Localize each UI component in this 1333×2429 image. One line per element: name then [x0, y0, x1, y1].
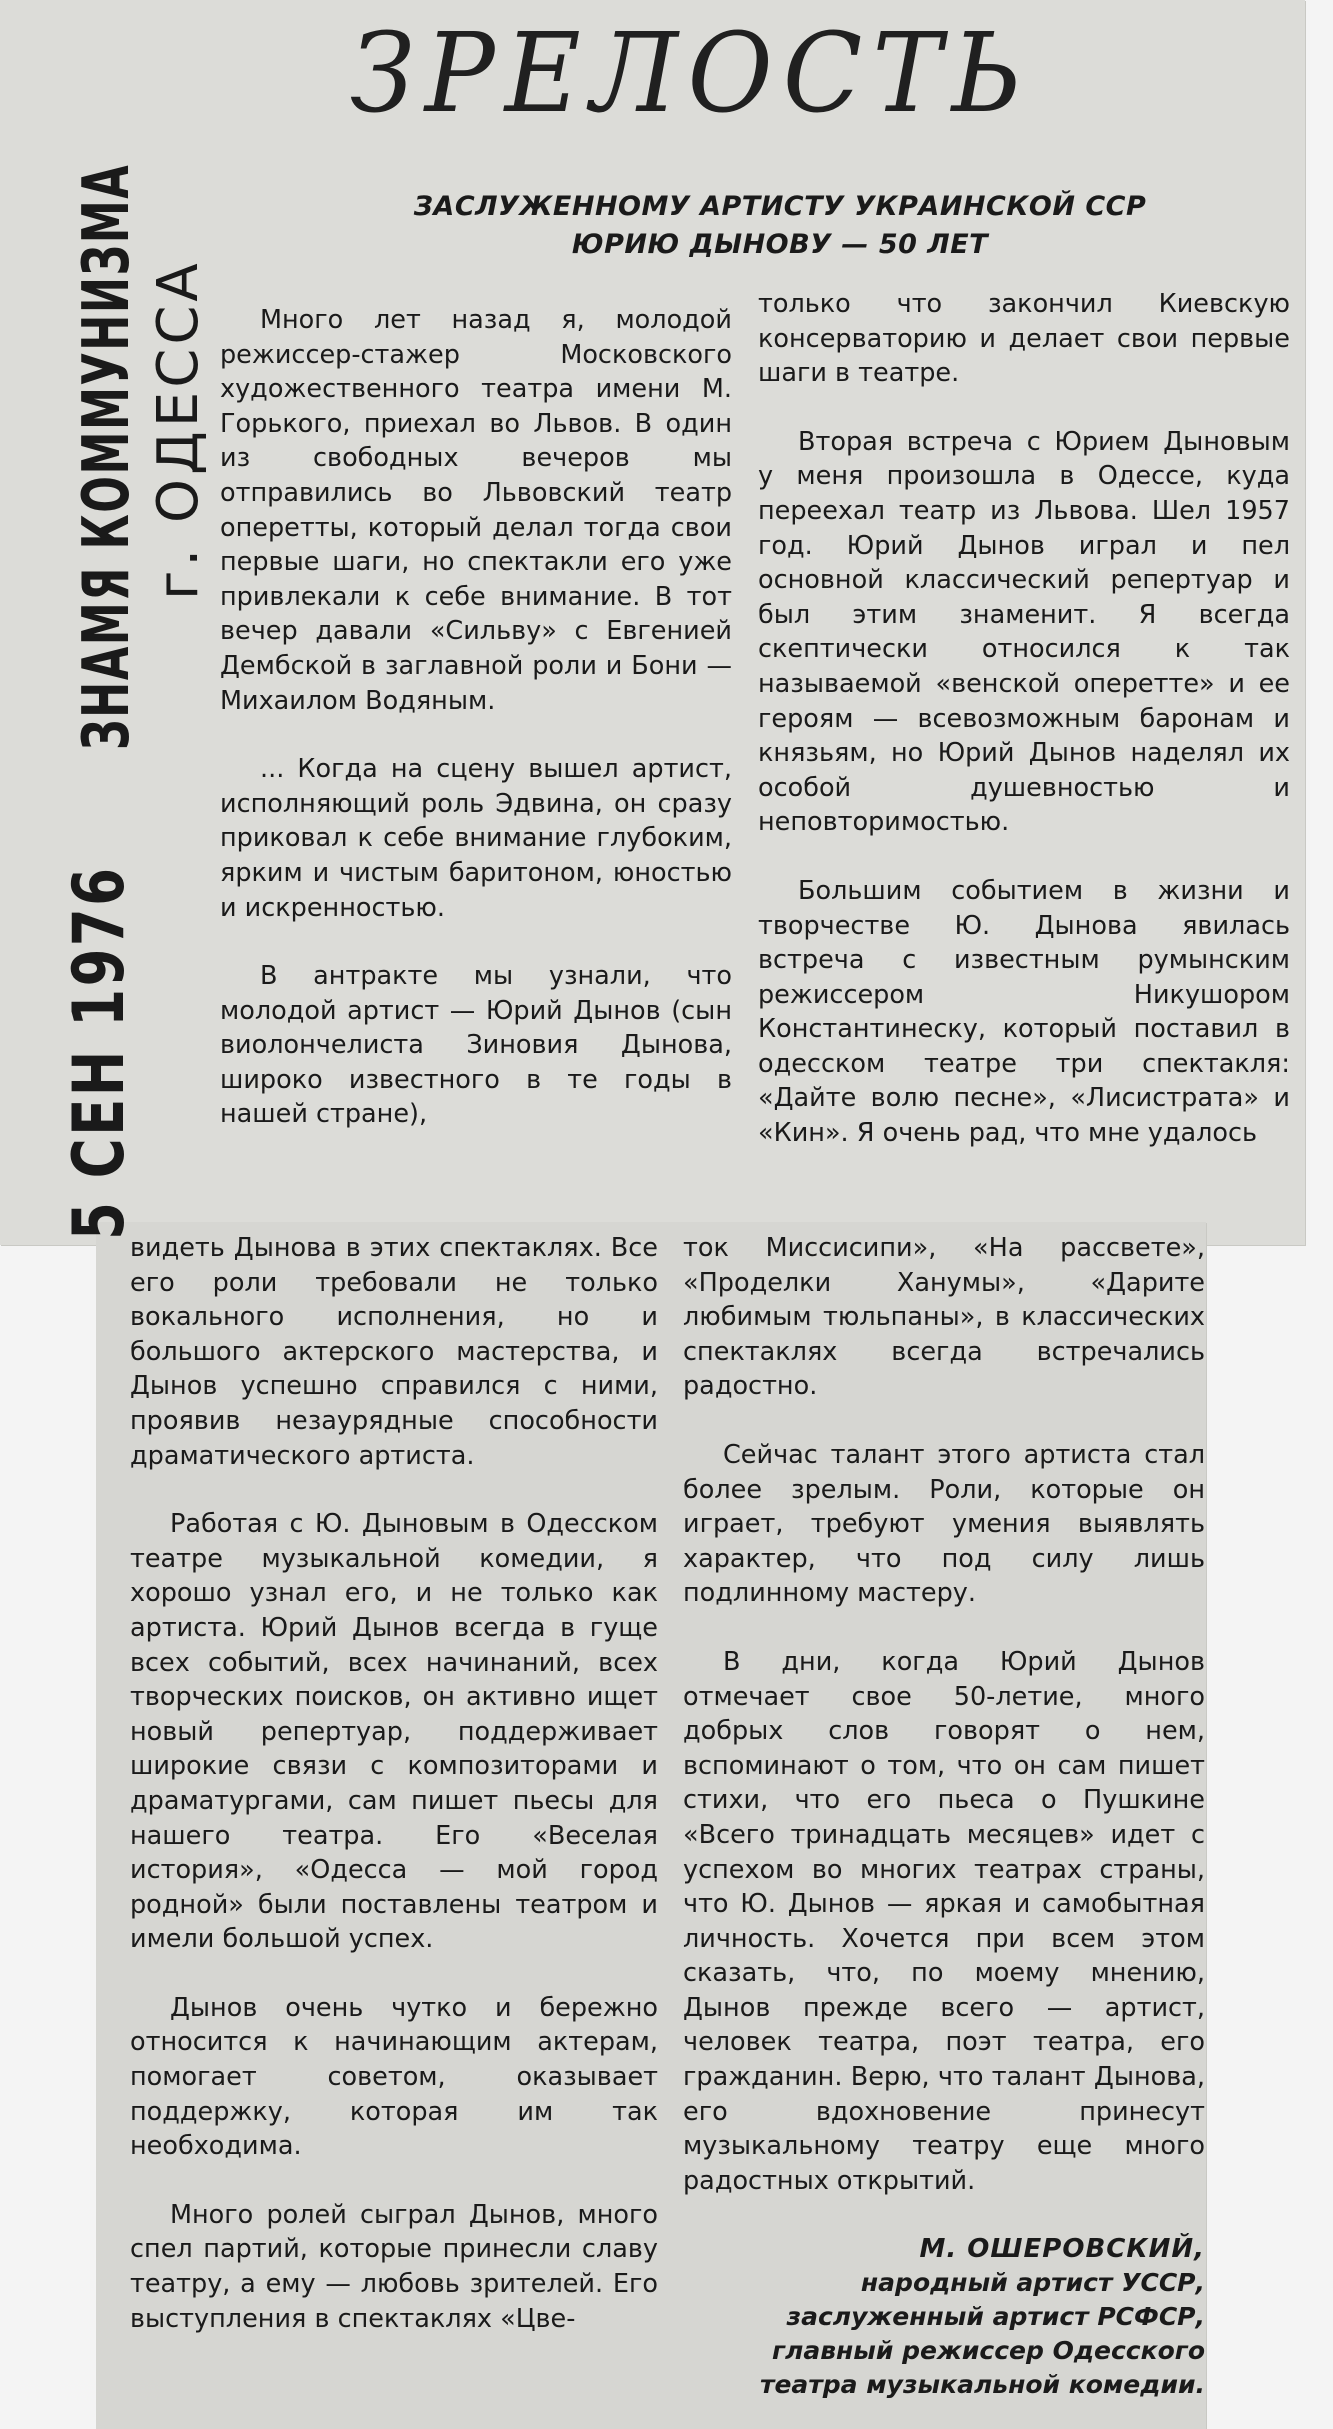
paragraph: Много лет назад я, молодой режиссер-стажер Московского художественного театра имени М. Горького, приехал во Львов. В один из свободных вечеров мы отправились во Львовский театр оперетты, который делал тогда свои первые шаги, но спектакли его уже привлекали к себе внимание. В тот вечер давали «Сильву» с Евгенией Дембской в заглавной роли и Бони — Михаилом Водяным.: [220, 305, 732, 716]
author-name: М. ОШЕРОВСКИЙ,: [919, 2234, 1205, 2265]
paragraph: В дни, когда Юрий Дынов отмечает свое 50-летие, много добрых слов говорят о нем, вспоминают о том, что он сам пишет стихи, что его пьеса о Пушкине «Всего тринадцать месяцев» идет с успехом во многих театрах страны, что Ю. Дынов — яркая и самобытная личность. Хочется при всем этом сказать, что, по моему мнению, Дынов прежде всего — артист, человек театра, поэт театра, его гражданин. Верю, что талант Дынова, его вдохновение принесут музыкальному театру еще много радостных открытий.: [683, 1646, 1205, 2196]
author-title-3: главный режиссер Одесского: [771, 2336, 1205, 2366]
article-title: ЗРЕЛОСТЬ: [350, 8, 1032, 138]
paragraph: видеть Дынова в этих спектаклях. Все его роли требовали не только вокального исполнения, но и большого актерского мастерства, и Дынов успешно справился с ними, проявив незаурядные способности драматического артиста.: [130, 1233, 658, 1471]
subtitle-line-1: ЗАСЛУЖЕННОМУ АРТИСТУ УКРАИНСКОЙ ССР: [413, 191, 1147, 222]
paragraph: Вторая встреча с Юрием Дыновым у меня произошла в Одессе, куда переехал театр из Львова. Шел 1957 год. Юрий Дынов играл и пел основной классический репертуар и был этим знаменит. Я всегда скептически относился к так называемой «венской оперетте» и ее героям — всевозможным баронам и князьям, но Юрий Дынов наделял их особой душевностью и неповторимостью.: [758, 426, 1290, 838]
paragraph: только что закончил Киевскую консерваторию и делает свои первые шаги в театре.: [758, 289, 1290, 389]
author-title-1: народный артист УССР,: [860, 2268, 1205, 2298]
stamp-city: г. ОДЕССА: [146, 259, 211, 600]
author-title-4: театра музыкальной комедии.: [759, 2370, 1205, 2400]
paragraph: Сейчас талант этого артиста стал более зрелым. Роли, которые он играет, требуют умения выявлять характер, что под силу лишь подлинному мастеру.: [683, 1439, 1205, 1609]
paragraph: ток Миссисипи», «На рассвете», «Проделки Ханумы», «Дарите любимым тюльпаны», в классических спектаклях всегда встречались радостно.: [683, 1233, 1205, 1402]
paragraph: Работая с Ю. Дыновым в Одесском театре музыкальной комедии, я хорошо узнал его, и не только как артиста. Юрий Дынов всегда в гуще всех событий, всех начинаний, всех творческих поисков, он активно ищет новый репертуар, поддерживает широкие связи с композиторами и драматургами, сам пишет пьесы для нашего театра. Его «Веселая история», «Одесса — мой город родной» были поставлены театром и имели большой успех.: [130, 1509, 658, 1955]
stamp-newspaper: ЗНАМЯ КОММУНИЗМА: [70, 163, 144, 750]
subtitle-line-2: ЮРИЮ ДЫНОВУ — 50 ЛЕТ: [571, 229, 989, 260]
author-title-2: заслуженный артист РСФСР,: [786, 2302, 1205, 2332]
paragraph: Дынов очень чутко и бережно относится к начинающим актерам, помогает советом, оказывает поддержку, которая им так необходима.: [130, 1992, 658, 2162]
paragraph: Большим событием в жизни и творчестве Ю. Дынова явилась встреча с известным румынским режиссером Никушором Константинеску, который поставил в одесском театре три спектакля: «Дайте волю песне», «Лисистрата» и «Кин». Я очень рад, что мне удалось: [758, 875, 1290, 1149]
text-column-1: [220, 303, 732, 1132]
stamp-date: 5 СЕН 1976: [58, 865, 140, 1240]
paragraph: В антракте мы узнали, что молодой артист — Юрий Дынов (сын виолончелиста Зиновия Дынова, широко известного в те годы в нашей стране),: [220, 961, 732, 1130]
text-column-4: [683, 1231, 1205, 2402]
text-column-2: [758, 287, 1290, 1151]
author-signature: [683, 2232, 1205, 2402]
article-subtitle: [380, 188, 1180, 264]
paragraph: ... Когда на сцену вышел артист, исполняющий роль Эдвина, он сразу приковал к себе внимание глубоким, ярким и чистым баритоном, юностью и искренностью.: [220, 754, 732, 923]
text-column-3: [130, 1231, 658, 2336]
paragraph: Много ролей сыграл Дынов, много спел партий, которые принесли славу театру, а ему — любовь зрителей. Его выступления в спектаклях «Цве-: [130, 2199, 658, 2334]
